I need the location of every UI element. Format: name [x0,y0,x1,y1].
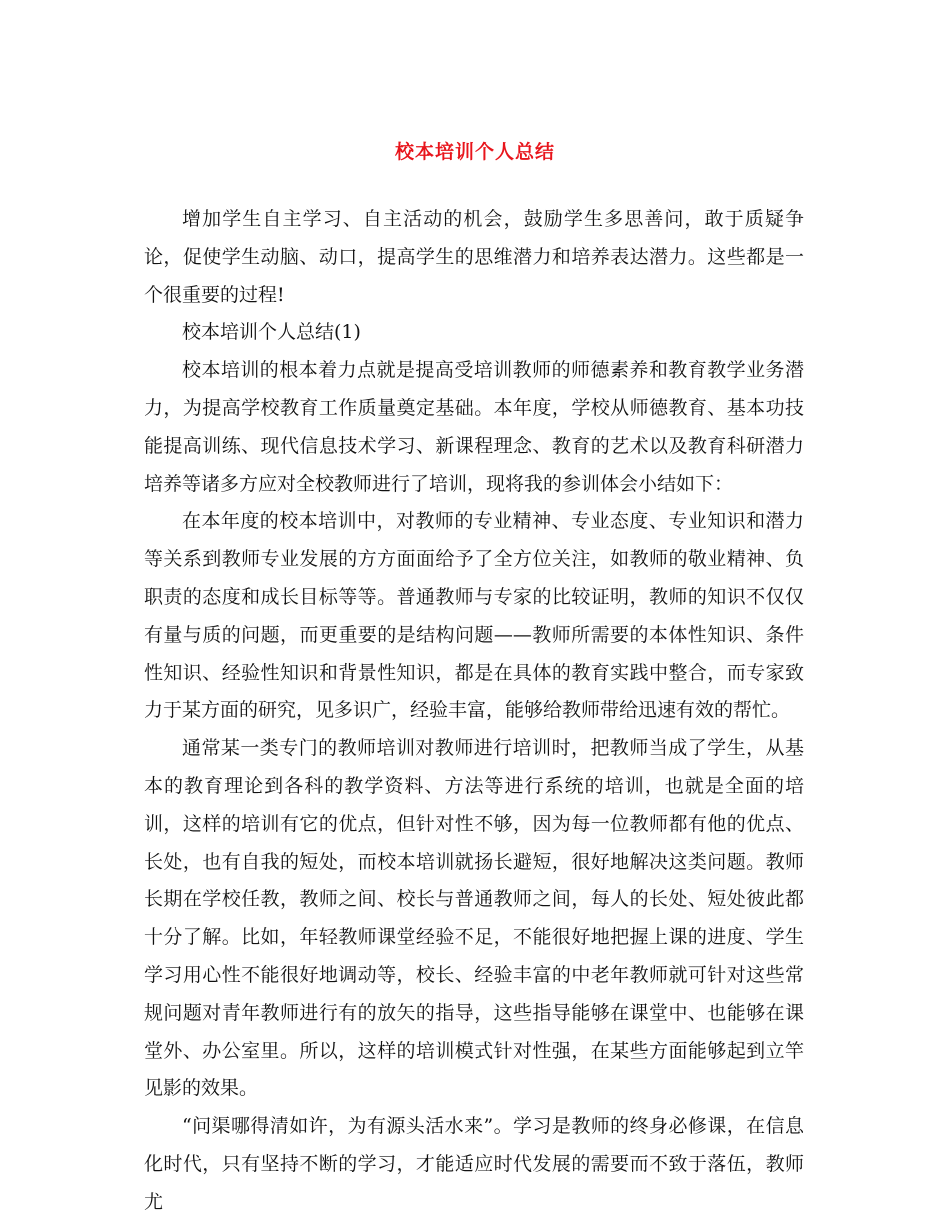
paragraph-6: “问渠哪得清如许，为有源头活水来”。学习是教师的终身必修课，在信息化时代，只有坚持不断的学习，才能适应时代发展的需要而不致于落伍，教师尤 [144,1115,804,1213]
document-title: 校本培训个人总结 [394,141,555,163]
paragraph-3: 校本培训的根本着力点就是提高受培训教师的师德素养和教育教学业务潜力，为提高学校教育工作质量奠定基础。本年度，学校从师德教育、基本功技能提高训练、现代信息技术学习、新课程理念、教育的艺术以及教育科研潜力培养等诸多方应对全校教师进行了培训，现将我的参训体会小结如下： [144,359,804,495]
paragraph-5: 通常某一类专门的教师培训对教师进行培训时，把教师当成了学生，从基本的教育理论到各科的教学资料、方法等进行系统的培训，也就是全面的培训，这样的培训有它的优点，但针对性不够，因为每一位教师都有他的优点、长处，也有自我的短处，而校本培训就扬长避短，很好地解决这类问题。教师长期在学校任教，教师之间、校长与普通教师之间，每人的长处、短处彼此都十分了解。比如，年轻教师课堂经验不足，不能很好地把握上课的进度、学生学习用心性不能很好地调动等，校长、经验丰富的中老年教师就可针对这些常规问题对青年教师进行有的放矢的指导，这些指导能够在课堂中、也能够在课堂外、办公室里。所以，这样的培训模式针对性强，在某些方面能够起到立竿见影的效果。 [144,737,804,1100]
paragraph-4: 在本年度的校本培训中，对教师的专业精神、专业态度、专业知识和潜力等关系到教师专业发展的方方面面给予了全方位关注，如教师的敬业精神、负职责的态度和成长目标等等。普通教师与专家的比较证明，教师的知识不仅仅有量与质的问题，而更重要的是结构问题——教师所需要的本体性知识、条件性知识、经验性知识和背景性知识，都是在具体的教育实践中整合，而专家致力于某方面的研究，见多识广，经验丰富，能够给教师带给迅速有效的帮忙。 [144,510,804,722]
paragraph-2-heading: 校本培训个人总结(1) [182,321,361,344]
document-body [144,201,804,1222]
paragraph-1: 增加学生自主学习、自主活动的机会，鼓励学生多思善问，敢于质疑争论，促使学生动脑、动口，提高学生的思维潜力和培养表达潜力。这些都是一个很重要的过程! [144,208,804,306]
